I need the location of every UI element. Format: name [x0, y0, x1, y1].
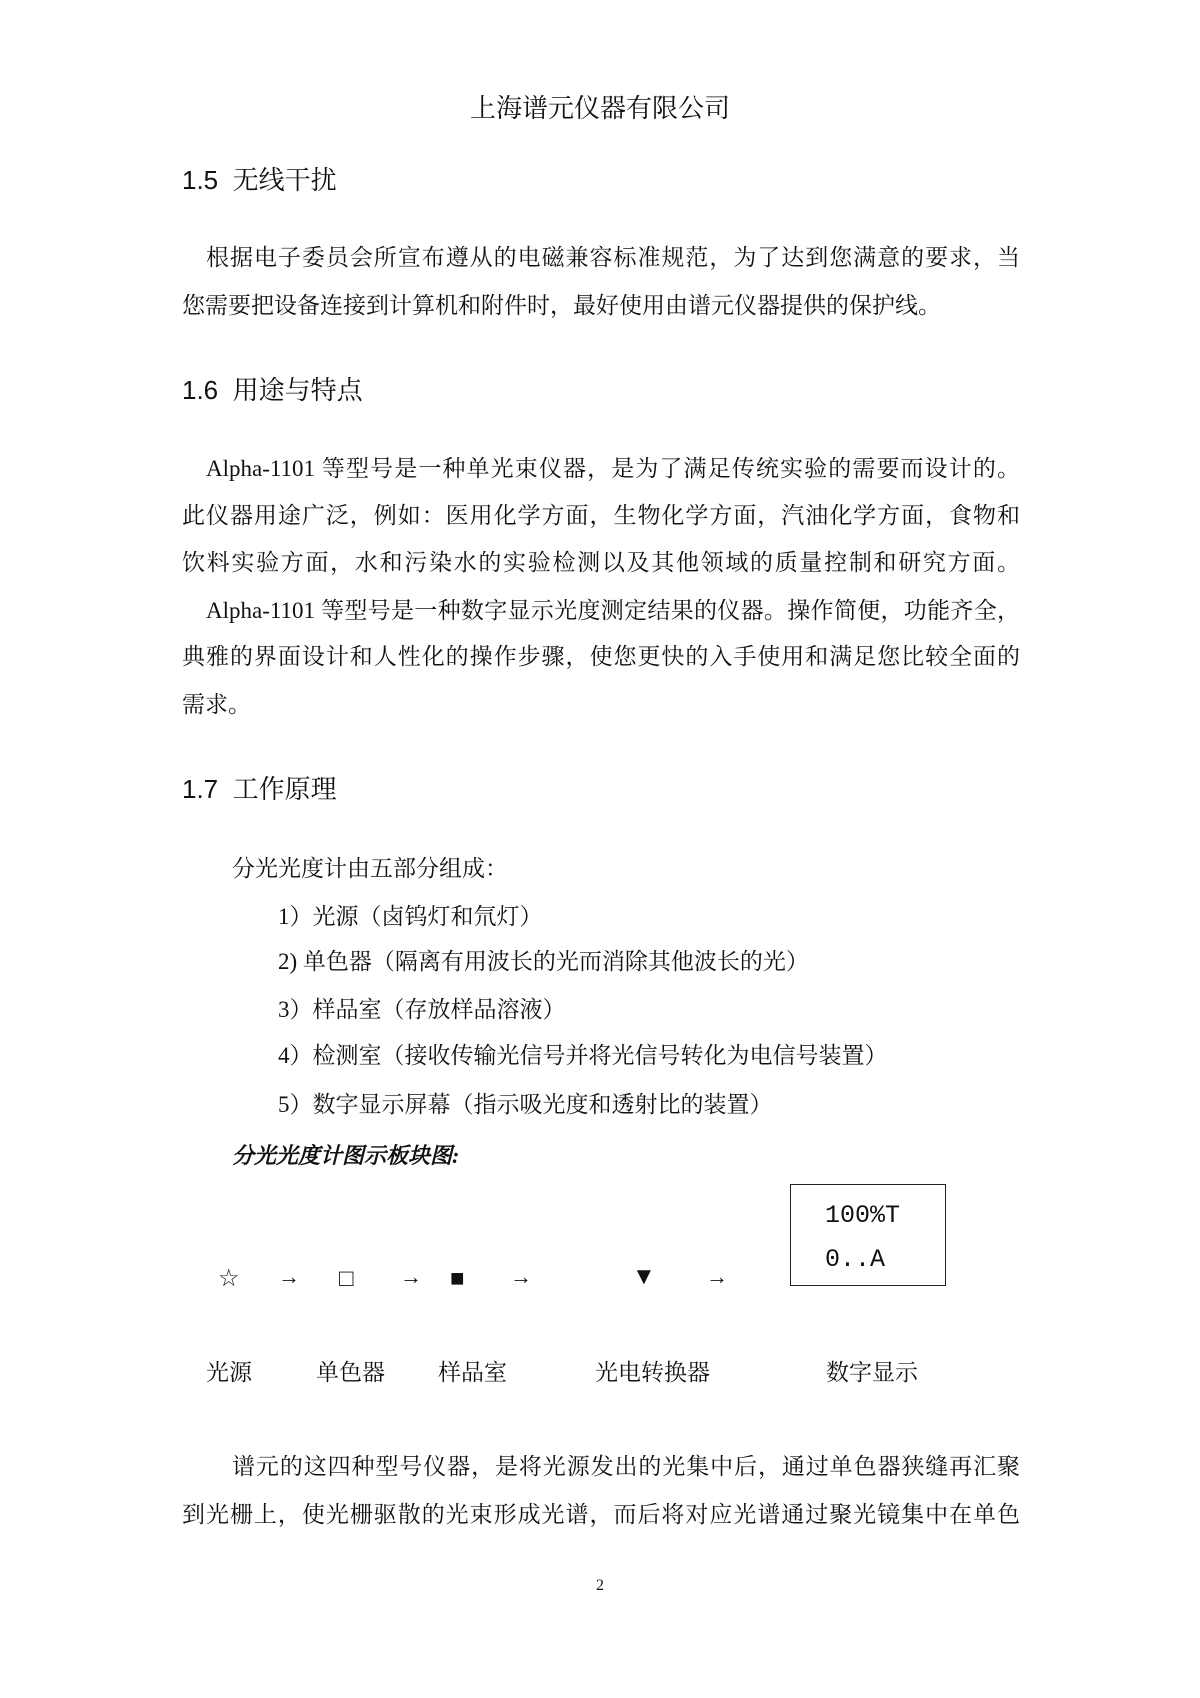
section-heading-1-7 — [182, 769, 337, 806]
paragraph-line: 谱元的这四种型号仪器，是将光源发出的光集中后，通过单色器狭缝再汇聚 — [232, 1454, 1020, 1479]
page-number: 2 — [596, 1577, 604, 1594]
arrow-icon: → — [706, 1264, 728, 1289]
section-title: 工作原理 — [232, 774, 337, 804]
components-intro: 分光光度计由五部分组成： — [232, 856, 508, 881]
diagram-label: 光源 — [206, 1360, 252, 1385]
diagram-title: 分光光度计图示板块图: — [232, 1143, 460, 1168]
paragraph-line: Alpha-1101 等型号是一种单光束仪器，是为了满足传统实验的需要而设计的。 — [206, 456, 1020, 481]
section-number: 1.5 — [182, 165, 219, 195]
paragraph-line: 根据电子委员会所宣布遵从的电磁兼容标准规范，为了达到您满意的要求，当 — [206, 245, 1020, 270]
paragraph-line: 您需要把设备连接到计算机和附件时，最好使用由谱元仪器提供的保护线。 — [182, 293, 941, 318]
display-absorbance: 0..A — [825, 1245, 886, 1274]
list-item: 3）样品室（存放样品溶液） — [278, 997, 566, 1022]
diagram-label: 单色器 — [316, 1360, 385, 1385]
detector-triangle-icon: ▼ — [632, 1264, 656, 1290]
diagram-label: 光电转换器 — [595, 1360, 710, 1385]
light-source-star-icon: ☆ — [218, 1266, 240, 1292]
list-item: 5）数字显示屏幕（指示吸光度和透射比的装置） — [278, 1092, 773, 1117]
section-number: 1.7 — [182, 774, 219, 804]
list-item: 2) 单色器（隔离有用波长的光而消除其他波长的光） — [278, 949, 809, 974]
paragraph-line: 此仪器用途广泛，例如：医用化学方面，生物化学方面，汽油化学方面，食物和 — [182, 503, 1020, 528]
diagram-label: 样品室 — [438, 1360, 507, 1385]
paragraph-line: 到光栅上，使光栅驱散的光束形成光谱，而后将对应光谱通过聚光镜集中在单色 — [182, 1502, 1020, 1527]
diagram-label: 数字显示 — [826, 1360, 918, 1385]
arrow-icon: → — [510, 1264, 532, 1289]
paragraph-line: Alpha-1101 等型号是一种数字显示光度测定结果的仪器。操作简便，功能齐全， — [206, 598, 1020, 623]
section-heading-1-5 — [182, 160, 337, 197]
monochromator-square-icon: □ — [339, 1266, 354, 1292]
paragraph-line: 需求。 — [182, 692, 251, 717]
list-item: 1）光源（卤钨灯和氘灯） — [278, 904, 543, 929]
arrow-icon: → — [400, 1264, 422, 1289]
section-title: 无线干扰 — [232, 165, 337, 195]
paragraph-line: 典雅的界面设计和人性化的操作步骤，使您更快的入手使用和满足您比较全面的 — [182, 644, 1020, 669]
display-transmittance: 100%T — [825, 1201, 901, 1230]
sample-chamber-filled-square-icon: ■ — [450, 1266, 465, 1292]
list-item: 4）检测室（接收传输光信号并将光信号转化为电信号装置） — [278, 1043, 888, 1068]
paragraph-line: 饮料实验方面，水和污染水的实验检测以及其他领域的质量控制和研究方面。 — [182, 550, 1020, 575]
section-title: 用途与特点 — [232, 375, 363, 405]
section-heading-1-6 — [182, 370, 363, 407]
digital-display-box — [790, 1184, 946, 1286]
section-number: 1.6 — [182, 375, 219, 405]
arrow-icon: → — [278, 1264, 300, 1289]
page-header: 上海谱元仪器有限公司 — [469, 94, 730, 123]
